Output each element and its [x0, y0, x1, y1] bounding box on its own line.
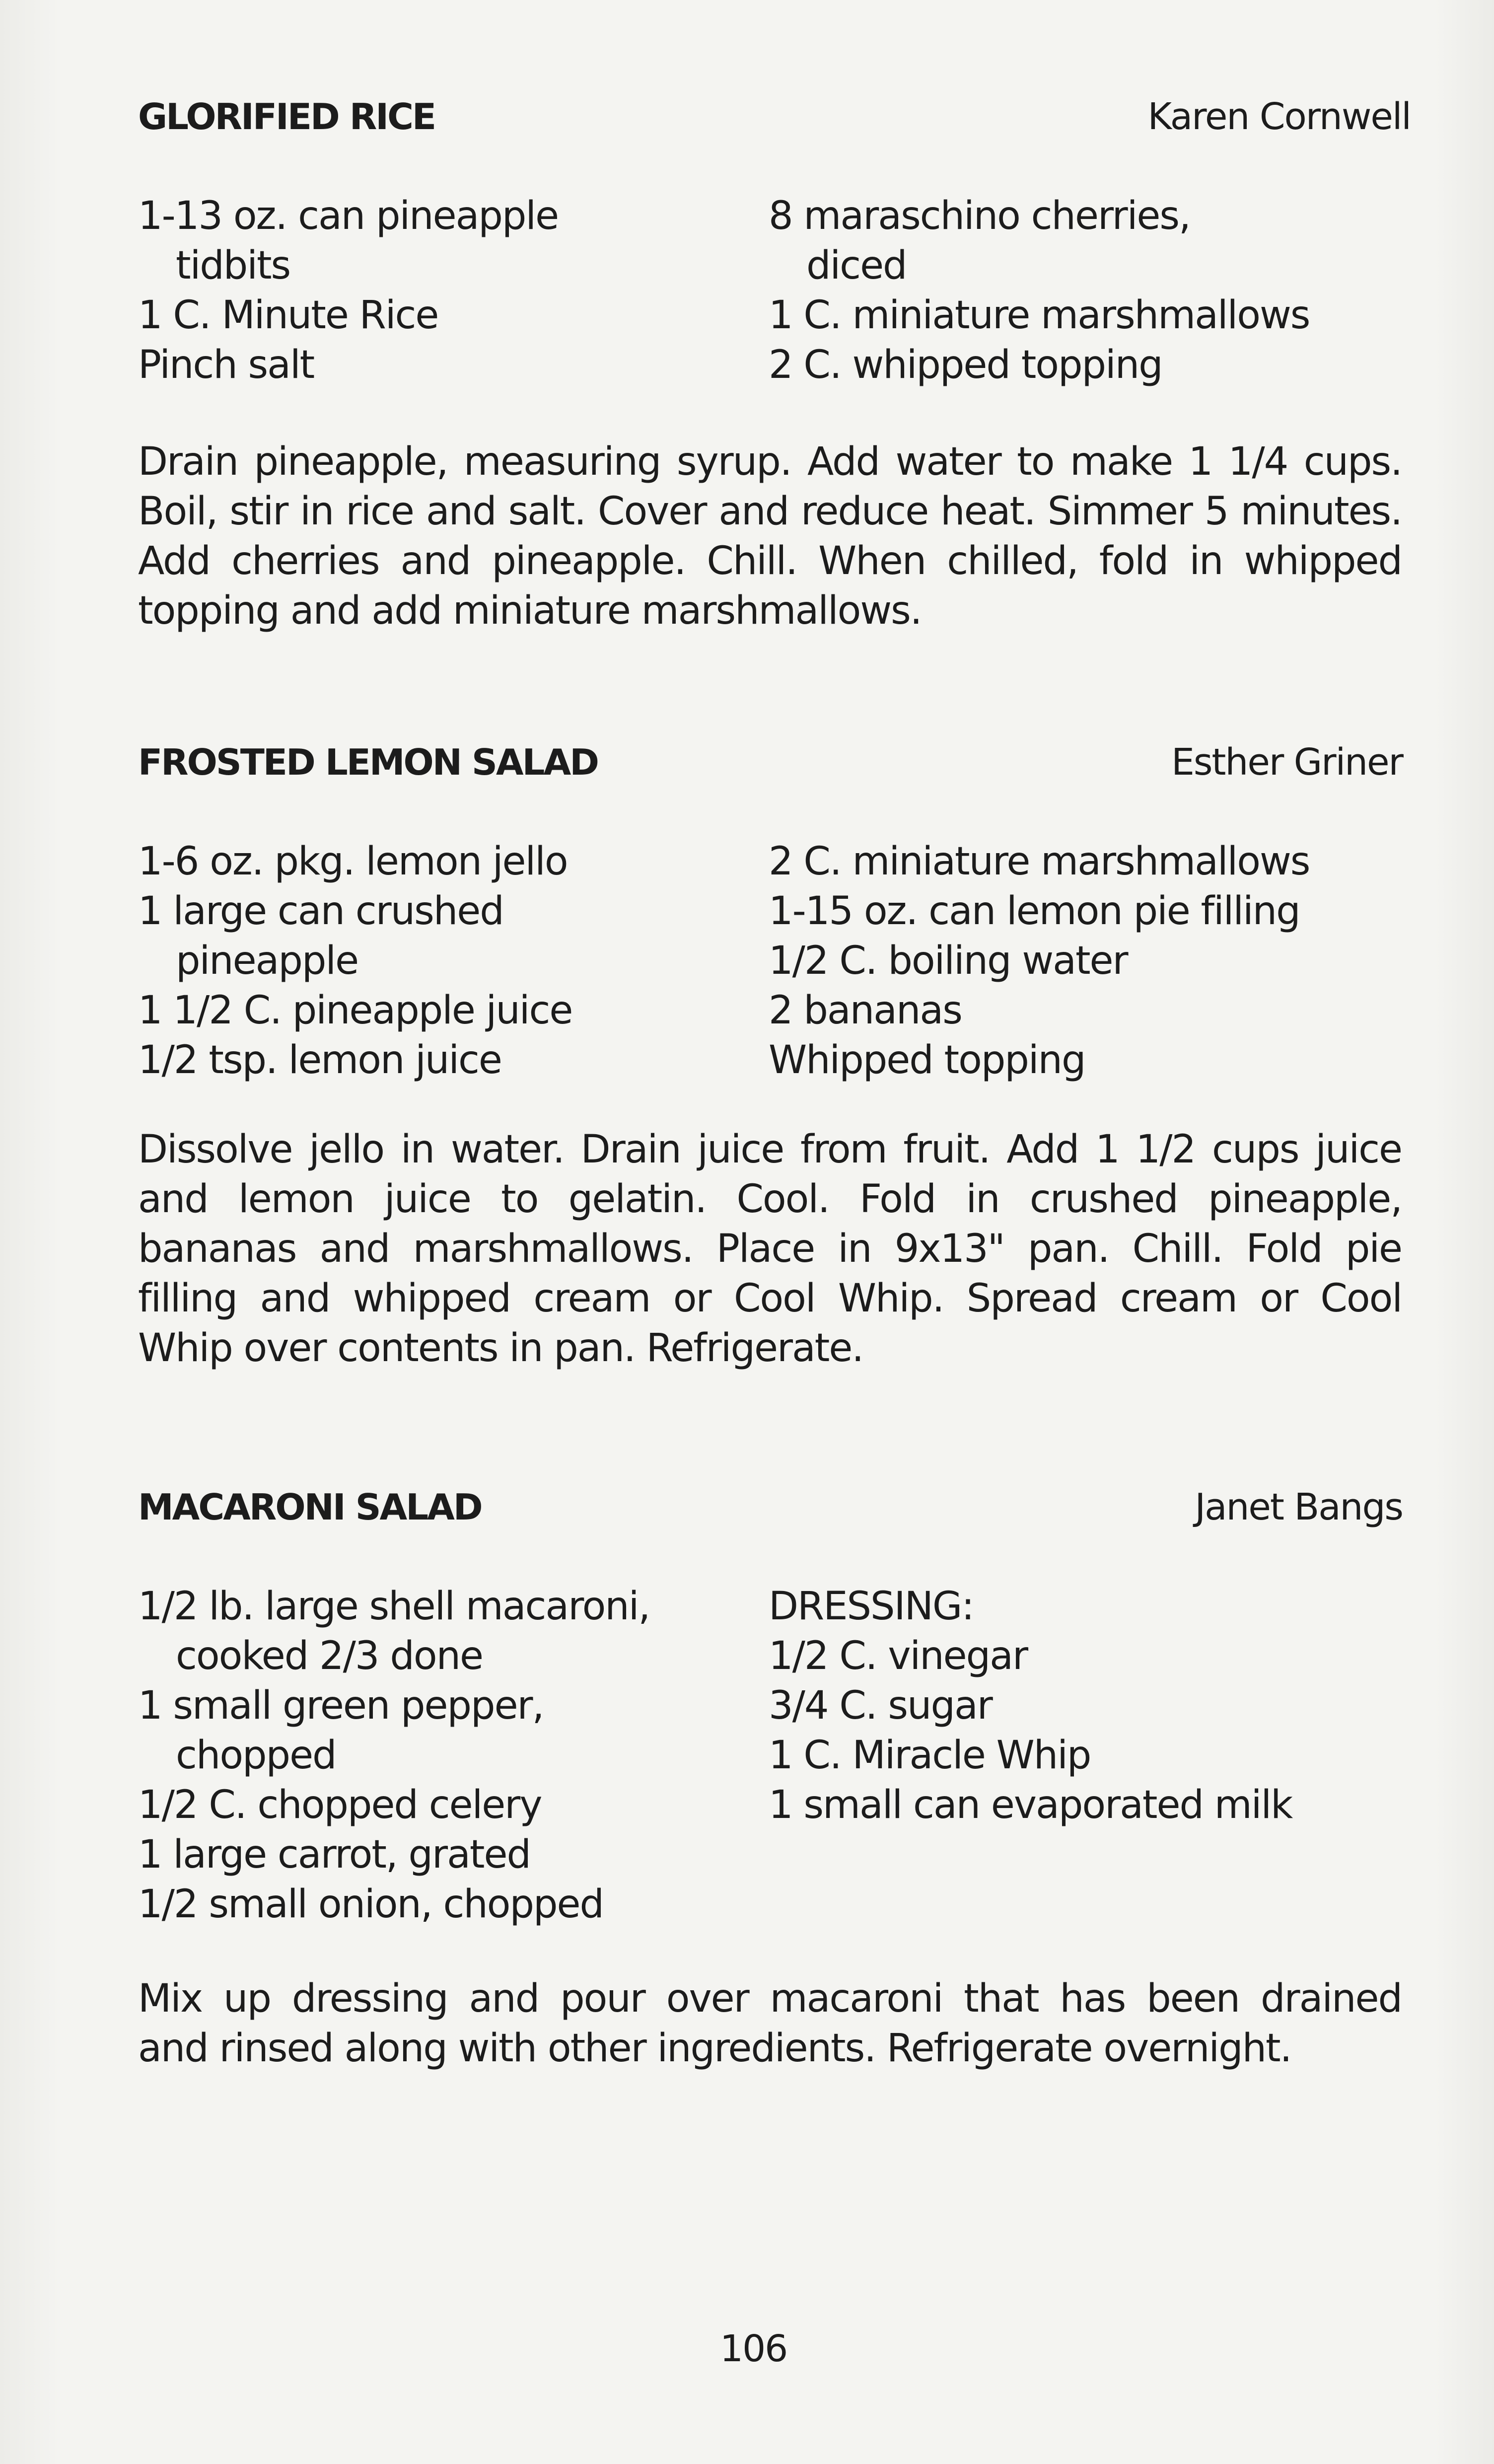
recipe-frosted-lemon-salad	[138, 737, 1403, 1371]
ingredients-list	[138, 837, 1402, 1085]
ingredient-item: 1/2 small onion, chopped	[138, 1882, 604, 1927]
ingredients-list	[138, 191, 1402, 390]
ingredient-item: 1 small can evaporated milk	[769, 1783, 1292, 1827]
ingredient-item: 1-15 oz. can lemon pie filling	[769, 889, 1300, 934]
recipe-author: Janet Bangs	[1195, 1486, 1403, 1528]
ingredient-item: Whipped topping	[769, 1038, 1085, 1083]
directions-line: topping and add miniature marshmallows.	[138, 588, 922, 633]
recipe-title: GLORIFIED RICE	[138, 96, 435, 138]
directions-line: filling and whipped cream or Cool Whip. Spread cream or Cool	[138, 1276, 1402, 1321]
ingredient-item: 3/4 C. sugar	[769, 1683, 992, 1728]
recipe-directions	[138, 1125, 1402, 1373]
recipe-author: Karen Cornwell	[1147, 95, 1411, 138]
page-number: 106	[720, 2327, 787, 2370]
ingredients-right-column	[769, 837, 1402, 1085]
ingredient-item: 1 1/2 C. pineapple juice	[138, 988, 572, 1033]
directions-line: Boil, stir in rice and salt. Cover and reduce heat. Simmer 5 minutes.	[138, 489, 1402, 534]
ingredient-item: pineapple	[176, 939, 358, 983]
recipe-directions	[138, 1974, 1402, 2073]
ingredients-left-column	[138, 191, 759, 390]
ingredients-right-column	[769, 191, 1402, 390]
directions-line: Dissolve jello in water. Drain juice from fruit. Add 1 1/2 cups juice	[138, 1127, 1402, 1172]
ingredient-item: 1 large can crushed	[138, 889, 503, 934]
ingredients-right-column	[769, 1582, 1402, 1830]
recipe-macaroni-salad	[138, 1482, 1403, 2071]
ingredient-item: 1/2 C. chopped celery	[138, 1783, 542, 1827]
ingredient-item: 1 C. miniature marshmallows	[769, 293, 1310, 338]
ingredient-item: 1-6 oz. pkg. lemon jello	[138, 839, 568, 884]
recipe-header	[138, 92, 1411, 142]
directions-line: bananas and marshmallows. Place in 9x13" pan. Chill. Fold pie	[138, 1227, 1402, 1271]
ingredient-item: 1 C. Miracle Whip	[769, 1733, 1091, 1778]
ingredient-item: 1 small green pepper,	[138, 1683, 544, 1728]
ingredient-item: chopped	[176, 1733, 336, 1778]
dressing-heading: DRESSING:	[769, 1584, 974, 1629]
ingredient-item: 1/2 tsp. lemon juice	[138, 1038, 501, 1083]
recipe-header	[138, 1482, 1402, 1532]
directions-line: and lemon juice to gelatin. Cool. Fold in crushed pineapple,	[138, 1177, 1402, 1222]
recipe-header	[138, 737, 1402, 787]
ingredient-item: 1 large carrot, grated	[138, 1832, 530, 1877]
recipe-glorified-rice	[138, 92, 1411, 633]
ingredient-item: 1/2 C. boiling water	[769, 939, 1128, 983]
directions-line: Whip over contents in pan. Refrigerate.	[138, 1326, 863, 1371]
ingredient-item: Pinch salt	[138, 343, 314, 387]
ingredient-item: 1 C. Minute Rice	[138, 293, 438, 338]
recipe-title: FROSTED LEMON SALAD	[138, 741, 598, 783]
ingredient-item: diced	[806, 243, 907, 288]
ingredient-item: 2 bananas	[769, 988, 962, 1033]
ingredient-item: 2 C. whipped topping	[769, 343, 1162, 387]
recipe-title: MACARONI SALAD	[138, 1486, 482, 1528]
ingredients-left-column	[138, 837, 759, 1085]
recipe-author: Esther Griner	[1171, 741, 1403, 784]
ingredient-item: cooked 2/3 done	[176, 1634, 483, 1678]
ingredient-item: 1/2 C. vinegar	[769, 1634, 1028, 1678]
ingredient-item: 2 C. miniature marshmallows	[769, 839, 1310, 884]
recipe-directions	[138, 437, 1402, 636]
directions-line: Mix up dressing and pour over macaroni that has been drained	[138, 1976, 1402, 2021]
ingredients-list	[138, 1582, 1402, 1929]
directions-line: and rinsed along with other ingredients. Refrigerate overnight.	[138, 2026, 1291, 2071]
ingredients-left-column	[138, 1582, 759, 1929]
ingredient-item: 8 maraschino cherries,	[769, 194, 1190, 238]
directions-line: Drain pineapple, measuring syrup. Add water to make 1 1/4 cups.	[138, 439, 1402, 484]
ingredient-item: 1-13 oz. can pineapple	[138, 194, 559, 238]
ingredient-item: 1/2 lb. large shell macaroni,	[138, 1584, 650, 1629]
directions-line: Add cherries and pineapple. Chill. When chilled, fold in whipped	[138, 539, 1402, 583]
ingredient-item: tidbits	[176, 243, 290, 288]
